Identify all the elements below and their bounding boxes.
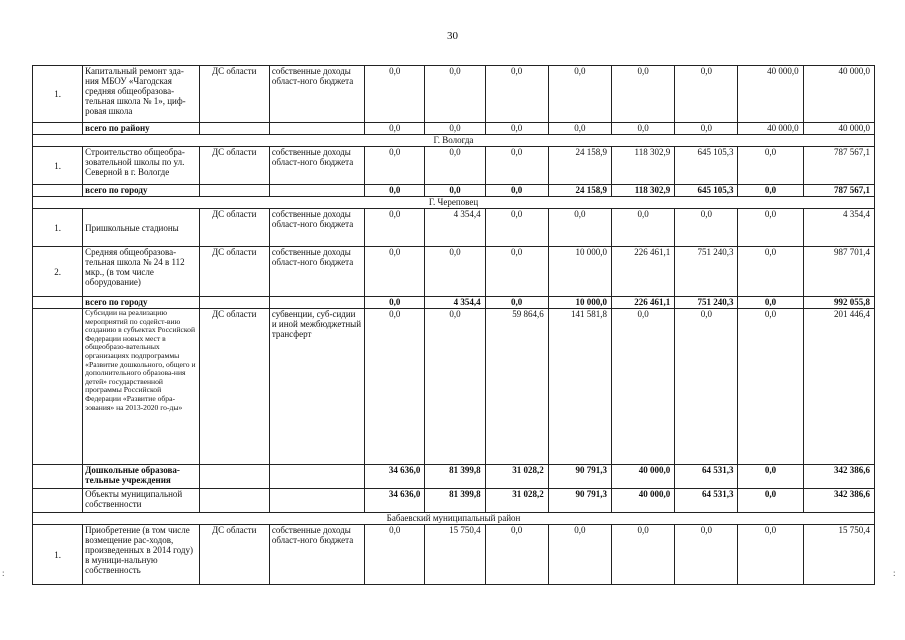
value-cell: 0,0 bbox=[738, 147, 803, 185]
value-cell: 90 791,3 bbox=[548, 465, 611, 489]
value-cell: 0,0 bbox=[675, 525, 738, 585]
value-cell: 0,0 bbox=[485, 525, 548, 585]
value-cell: 40 000,0 bbox=[738, 66, 803, 123]
margin-mark: : bbox=[2, 568, 5, 578]
value-cell: 0,0 bbox=[365, 309, 425, 465]
object-name: Средняя общеобразова-тельная школа № 24 в 112 мкр., (в том числе оборудование) bbox=[83, 247, 199, 297]
table-row bbox=[33, 147, 875, 185]
value-cell: 10 000,0 bbox=[548, 247, 611, 297]
margin-mark: : bbox=[893, 568, 896, 578]
value-cell: 40 000,0 bbox=[803, 66, 874, 123]
value-cell: 4 354,4 bbox=[803, 209, 874, 247]
value-cell: 118 302,9 bbox=[612, 185, 675, 197]
value-cell: 40 000,0 bbox=[612, 465, 675, 489]
value-cell: 81 399,8 bbox=[425, 489, 485, 513]
value-cell: 0,0 bbox=[425, 185, 485, 197]
value-cell: 15 750,4 bbox=[803, 525, 874, 585]
value-cell: 24 158,9 bbox=[548, 185, 611, 197]
customer: ДС области bbox=[199, 209, 269, 247]
value-cell: 4 354,4 bbox=[425, 297, 485, 309]
value-cell: 64 531,3 bbox=[675, 489, 738, 513]
table-row bbox=[33, 465, 875, 489]
budget-table bbox=[32, 65, 875, 585]
group-label: Объекты муниципальной собственности bbox=[83, 489, 199, 513]
value-cell: 0,0 bbox=[612, 209, 675, 247]
customer: ДС области bbox=[199, 247, 269, 297]
value-cell: 0,0 bbox=[675, 123, 738, 135]
value-cell: 0,0 bbox=[485, 147, 548, 185]
value-cell: 81 399,8 bbox=[425, 465, 485, 489]
value-cell: 987 701,4 bbox=[803, 247, 874, 297]
value-cell: 31 028,2 bbox=[485, 489, 548, 513]
value-cell: 0,0 bbox=[485, 297, 548, 309]
value-cell: 226 461,1 bbox=[612, 247, 675, 297]
value-cell: 34 636,0 bbox=[365, 489, 425, 513]
table-row bbox=[33, 247, 875, 297]
funding-source: собственные доходы област-ного бюджета bbox=[269, 525, 364, 585]
subtotal-label: всего по городу bbox=[83, 185, 199, 197]
value-cell: 0,0 bbox=[485, 247, 548, 297]
value-cell: 0,0 bbox=[365, 297, 425, 309]
value-cell: 0,0 bbox=[675, 66, 738, 123]
table-row bbox=[33, 309, 875, 465]
table-row bbox=[33, 297, 875, 309]
value-cell: 0,0 bbox=[612, 123, 675, 135]
value-cell: 645 105,3 bbox=[675, 147, 738, 185]
section-header bbox=[33, 135, 875, 147]
value-cell: 751 240,3 bbox=[675, 247, 738, 297]
value-cell: 0,0 bbox=[738, 209, 803, 247]
value-cell: 0,0 bbox=[612, 309, 675, 465]
value-cell: 226 461,1 bbox=[612, 297, 675, 309]
table-row bbox=[33, 209, 875, 247]
value-cell: 0,0 bbox=[425, 147, 485, 185]
subtotal-label: всего по городу bbox=[83, 297, 199, 309]
value-cell: 0,0 bbox=[738, 525, 803, 585]
object-name: Строительство общеобра-зовательной школы по ул. Северной в г. Вологде bbox=[83, 147, 199, 185]
value-cell: 0,0 bbox=[548, 209, 611, 247]
value-cell: 201 446,4 bbox=[803, 309, 874, 465]
customer: ДС области bbox=[199, 309, 269, 465]
object-name: Пришкольные стадионы bbox=[83, 209, 199, 247]
section-title: Бабаевский муниципальный район bbox=[33, 513, 875, 525]
value-cell: 0,0 bbox=[485, 123, 548, 135]
value-cell: 0,0 bbox=[365, 123, 425, 135]
value-cell: 40 000,0 bbox=[803, 123, 874, 135]
value-cell: 0,0 bbox=[425, 123, 485, 135]
section-title: Г. Вологда bbox=[33, 135, 875, 147]
funding-source: собственные доходы област-ного бюджета bbox=[269, 66, 364, 123]
value-cell: 0,0 bbox=[548, 525, 611, 585]
value-cell: 751 240,3 bbox=[675, 297, 738, 309]
object-name: Субсидии на реализацию мероприятий по содейст-вию созданию в субъектах Российской Федерации новых мест в общеобразо-вательных организациях подпрограммы «Развитие дошкольного, общего и дополнительного образова-ния детей» государственной программы Российской Федерации «Развитие обра-зования» на 2013-2020 го-ды» bbox=[83, 309, 199, 465]
group-label: Дошкольные образова-тельные учреждения bbox=[83, 465, 199, 489]
value-cell: 787 567,1 bbox=[803, 185, 874, 197]
value-cell: 342 386,6 bbox=[803, 489, 874, 513]
value-cell: 0,0 bbox=[738, 309, 803, 465]
funding-source: субвенции, суб-сидии и иной межбюджетный трансферт bbox=[269, 309, 364, 465]
value-cell: 0,0 bbox=[612, 525, 675, 585]
value-cell: 0,0 bbox=[548, 66, 611, 123]
value-cell: 0,0 bbox=[365, 247, 425, 297]
customer: ДС области bbox=[199, 525, 269, 585]
object-name: Капитальный ремонт зда-ния МБОУ «Чагодская средняя общеобразова-тельная школа № 1», циф-ровая школа bbox=[83, 66, 199, 123]
value-cell: 118 302,9 bbox=[612, 147, 675, 185]
page-number: 30 bbox=[447, 30, 458, 42]
customer: ДС области bbox=[199, 147, 269, 185]
value-cell: 0,0 bbox=[738, 489, 803, 513]
funding-source: собственные доходы област-ного бюджета bbox=[269, 247, 364, 297]
table-row bbox=[33, 66, 875, 123]
value-cell: 0,0 bbox=[425, 247, 485, 297]
value-cell: 10 000,0 bbox=[548, 297, 611, 309]
value-cell: 34 636,0 bbox=[365, 465, 425, 489]
value-cell: 0,0 bbox=[738, 297, 803, 309]
section-title: Г. Череповец bbox=[33, 197, 875, 209]
value-cell: 0,0 bbox=[425, 309, 485, 465]
funding-source: собственные доходы област-ного бюджета bbox=[269, 209, 364, 247]
funding-source: собственные доходы област-ного бюджета bbox=[269, 147, 364, 185]
value-cell: 4 354,4 bbox=[425, 209, 485, 247]
value-cell: 0,0 bbox=[365, 66, 425, 123]
table-row bbox=[33, 123, 875, 135]
value-cell: 31 028,2 bbox=[485, 465, 548, 489]
value-cell: 141 581,8 bbox=[548, 309, 611, 465]
row-number: 1. bbox=[33, 66, 83, 123]
value-cell: 0,0 bbox=[675, 309, 738, 465]
row-number: 1. bbox=[33, 147, 83, 185]
value-cell: 0,0 bbox=[675, 209, 738, 247]
section-header bbox=[33, 513, 875, 525]
value-cell: 0,0 bbox=[612, 66, 675, 123]
subtotal-label: всего по району bbox=[83, 123, 199, 135]
value-cell: 0,0 bbox=[485, 66, 548, 123]
value-cell: 0,0 bbox=[365, 185, 425, 197]
value-cell: 0,0 bbox=[485, 185, 548, 197]
row-number: 1. bbox=[33, 209, 83, 247]
value-cell: 40 000,0 bbox=[738, 123, 803, 135]
value-cell: 0,0 bbox=[365, 525, 425, 585]
section-header bbox=[33, 197, 875, 209]
value-cell: 90 791,3 bbox=[548, 489, 611, 513]
table-row bbox=[33, 525, 875, 585]
customer: ДС области bbox=[199, 66, 269, 123]
object-name: Приобретение (в том числе возмещение рас-ходов, произведенных в 2014 году) в муници-нальную собственность bbox=[83, 525, 199, 585]
value-cell: 59 864,6 bbox=[485, 309, 548, 465]
value-cell: 0,0 bbox=[738, 465, 803, 489]
table-row bbox=[33, 489, 875, 513]
row-number: 1. bbox=[33, 525, 83, 585]
value-cell: 64 531,3 bbox=[675, 465, 738, 489]
value-cell: 24 158,9 bbox=[548, 147, 611, 185]
row-number: 2. bbox=[33, 247, 83, 297]
value-cell: 645 105,3 bbox=[675, 185, 738, 197]
value-cell: 40 000,0 bbox=[612, 489, 675, 513]
value-cell: 0,0 bbox=[365, 209, 425, 247]
value-cell: 0,0 bbox=[738, 185, 803, 197]
table-row bbox=[33, 185, 875, 197]
value-cell: 342 386,6 bbox=[803, 465, 874, 489]
value-cell: 0,0 bbox=[485, 209, 548, 247]
value-cell: 0,0 bbox=[548, 123, 611, 135]
value-cell: 0,0 bbox=[738, 247, 803, 297]
value-cell: 992 055,8 bbox=[803, 297, 874, 309]
value-cell: 0,0 bbox=[425, 66, 485, 123]
value-cell: 15 750,4 bbox=[425, 525, 485, 585]
value-cell: 0,0 bbox=[365, 147, 425, 185]
value-cell: 787 567,1 bbox=[803, 147, 874, 185]
